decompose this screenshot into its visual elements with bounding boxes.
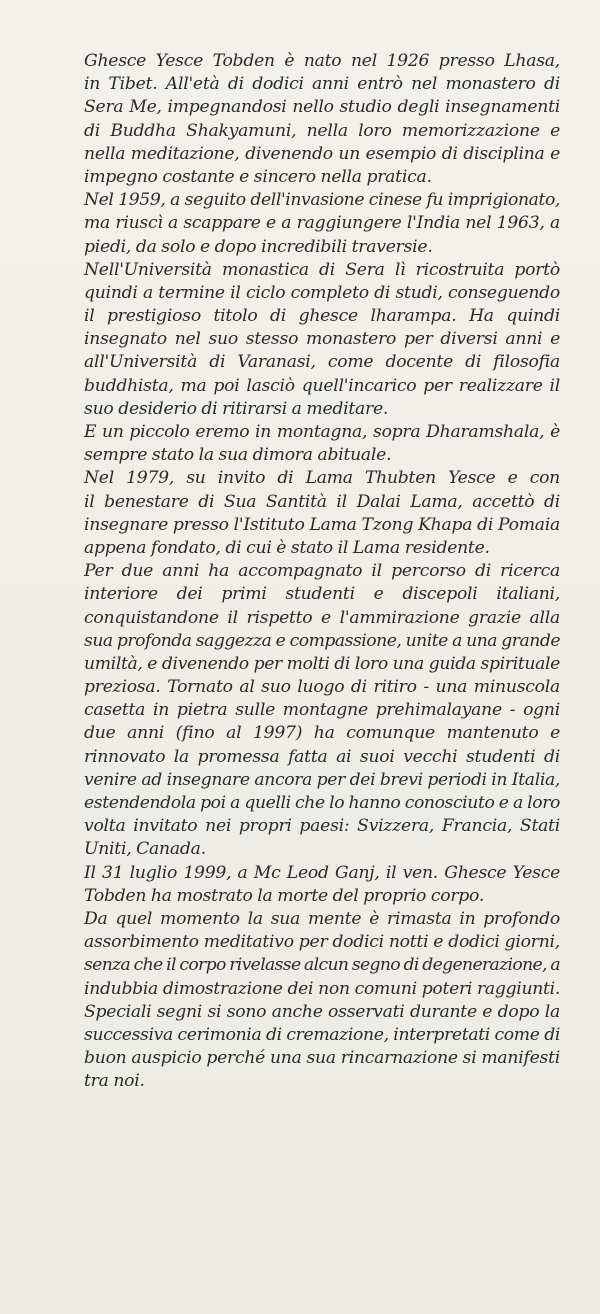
paragraph-meditation: [84, 908, 560, 1094]
text-line: assorbimento meditativo per dodici notti e dodici giorni,: [84, 932, 560, 953]
paragraph-death: [84, 862, 560, 908]
text-line: Nell'Università monastica di Sera lì ricostruita portò: [84, 259, 560, 280]
text-line: Per due anni ha accompagnato il percorso di ricerca: [84, 561, 560, 582]
text-line: in Tibet. All'età di dodici anni entrò nel monastero di: [84, 74, 560, 95]
text-line: di Buddha Shakyamuni, nella loro memorizzazione e: [84, 120, 560, 141]
text-line: venire ad insegnare ancora per dei brevi periodi in Italia,: [84, 769, 560, 790]
paragraph-birth: [84, 50, 560, 189]
text-line: impegno costante e sincero nella pratica.: [84, 166, 432, 187]
text-line: Speciali segni si sono anche osservati durante e dopo la: [84, 1001, 560, 1022]
text-line: indubbia dimostrazione dei non comuni poteri raggiunti.: [84, 978, 560, 999]
paragraph-escape: [84, 189, 560, 259]
text-line: due anni (fino al 1997) ha comunque mantenuto e: [84, 723, 560, 744]
text-line: estendendola poi a quelli che lo hanno conosciuto e a loro: [84, 793, 560, 813]
text-line: Uniti, Canada.: [84, 839, 206, 860]
text-line: preziosa. Tornato al suo luogo di ritiro - una minuscola: [84, 677, 560, 698]
text-line: nella meditazione, divenendo un esempio di disciplina e: [84, 143, 560, 164]
text-line: all'Università di Varanasi, come docente di filosofia: [84, 352, 560, 373]
text-line: Il 31 luglio 1999, a Mc Leod Ganj, il ven. Ghesce Yesce: [84, 862, 560, 883]
text-line: appena fondato, di cui è stato il Lama residente.: [84, 537, 490, 558]
paragraph-teaching: [84, 560, 560, 861]
text-line: buddhista, ma poi lasciò quell'incarico per realizzare il: [84, 375, 560, 396]
text-line: sua profonda saggezza e compassione, unite a una grande: [84, 630, 560, 651]
text-line: senza che il corpo rivelasse alcun segno di degenerazione, a: [84, 955, 560, 976]
text-line: Nel 1979, su invito di Lama Thubten Yesce e con: [84, 468, 560, 489]
text-line: sempre stato la sua dimora abituale.: [84, 445, 392, 466]
paragraph-hermitage: [84, 421, 560, 467]
text-line: interiore dei primi studenti e discepoli italiani,: [84, 584, 560, 605]
text-line: buon auspicio perché una sua rincarnazione si manifesti: [84, 1048, 560, 1069]
text-line: volta invitato nei propri paesi: Svizzera, Francia, Stati: [84, 816, 560, 837]
text-line: il benestare di Sua Santità il Dalai Lama, accettò di: [84, 491, 560, 512]
text-line: Nel 1959, a seguito dell'invasione cinese fu imprigionato,: [84, 190, 560, 211]
text-line: il prestigioso titolo di ghesce lharampa. Ha quindi: [84, 306, 560, 327]
paragraph-studies: [84, 259, 560, 421]
text-line: suo desiderio di ritirarsi a meditare.: [84, 398, 389, 419]
text-line: Tobden ha mostrato la morte del proprio corpo.: [84, 885, 485, 906]
text-line: successiva cerimonia di cremazione, interpretati come di: [84, 1024, 560, 1045]
paragraph-pomaia: [84, 467, 560, 560]
text-line: tra noi.: [84, 1071, 145, 1092]
text-line: casetta in pietra sulle montagne prehimalayane - ogni: [84, 700, 560, 721]
text-line: insegnato nel suo stesso monastero per diversi anni e: [84, 329, 560, 350]
text-line: rinnovato la promessa fatta ai suoi vecchi studenti di: [84, 746, 560, 767]
text-line: ma riuscì a scappare e a raggiungere l'India nel 1963, a: [84, 213, 560, 234]
text-line: insegnare presso l'Istituto Lama Tzong Khapa di Pomaia: [84, 514, 560, 535]
text-line: Ghesce Yesce Tobden è nato nel 1926 presso Lhasa,: [84, 51, 560, 71]
body-text: [84, 50, 560, 1093]
text-line: Sera Me, impegnandosi nello studio degli insegnamenti: [84, 97, 560, 118]
text-line: umiltà, e divenendo per molti di loro una guida spirituale: [84, 653, 560, 674]
text-line: conquistandone il rispetto e l'ammirazione grazie alla: [84, 607, 560, 628]
text-line: quindi a termine il ciclo completo di studi, conseguendo: [84, 282, 560, 303]
text-line: E un piccolo eremo in montagna, sopra Dharamshala, è: [84, 422, 560, 442]
text-line: Da quel momento la sua mente è rimasta in profondo: [84, 908, 560, 929]
text-line: piedi, da solo e dopo incredibili traversie.: [84, 236, 433, 257]
